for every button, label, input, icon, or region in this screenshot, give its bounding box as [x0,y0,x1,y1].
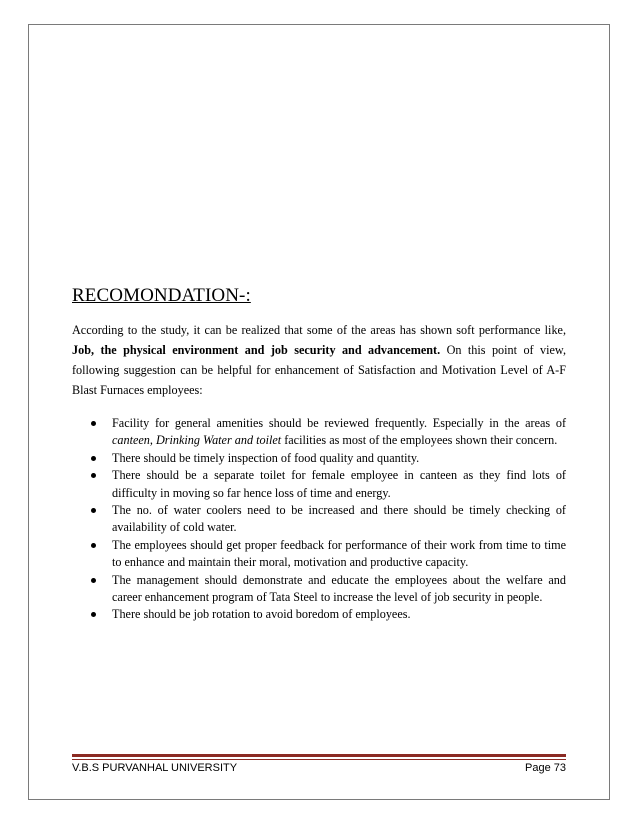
bullet-text: There should be a separate toilet for female employee in canteen as they find lots of difficulty in moving so far hence loss of time and energy. [112,468,566,500]
list-item [88,537,566,572]
recommendation-list [88,415,566,624]
bullet-icon [91,473,96,478]
bullet-text: Facility for general amenities should be reviewed frequently. Especially in the areas of [112,416,566,430]
list-item [88,502,566,537]
intro-paragraph [72,320,566,400]
bullet-icon [91,543,96,548]
bullet-text: There should be timely inspection of food quality and quantity. [112,450,420,465]
bullet-text: The employees should get proper feedback for performance of their work from time to time to enhance and maintain their moral, motivation and productive capacity. [112,537,566,570]
intro-text-start: According to the study, it can be realized that some of the areas has shown soft performance like, [72,323,566,337]
list-item [88,606,566,623]
footer-divider [72,754,566,757]
footer-university: V.B.S PURVANHAL UNIVERSITY [72,762,238,774]
bullet-icon [91,508,96,513]
list-item [88,415,566,450]
list-item [88,467,566,502]
bullet-text: facilities as most of the employees shown their concern. [284,433,558,448]
intro-bold-areas: Job, the physical environment and job security and advancement. [72,343,441,357]
footer-page-number: Page 73 [525,762,566,774]
bullet-text: The management should demonstrate and educate the employees about the welfare and career enhancement program of Tata Steel to increase the level of job security in people. [112,572,566,605]
bullet-icon [91,578,96,583]
bullet-italic-text: canteen, Drinking Water and toilet [112,433,282,448]
bullet-text: The no. of water coolers need to be increased and there should be timely checking of availability of cold water. [112,503,566,535]
page-border [28,24,610,800]
bullet-text: There should be job rotation to avoid boredom of employees. [112,607,411,622]
footer-divider-thin [72,759,566,760]
bullet-icon [91,421,96,426]
intro-text-end: On this point of view, following suggestion can be helpful for enhancement of Satisfaction and Motivation Level of A-F Blast Furnaces employees: [72,343,566,397]
list-item [88,572,566,607]
bullet-icon [91,612,96,617]
section-heading: RECOMONDATION-: [72,285,251,306]
list-item [88,450,566,467]
bullet-icon [91,456,96,461]
